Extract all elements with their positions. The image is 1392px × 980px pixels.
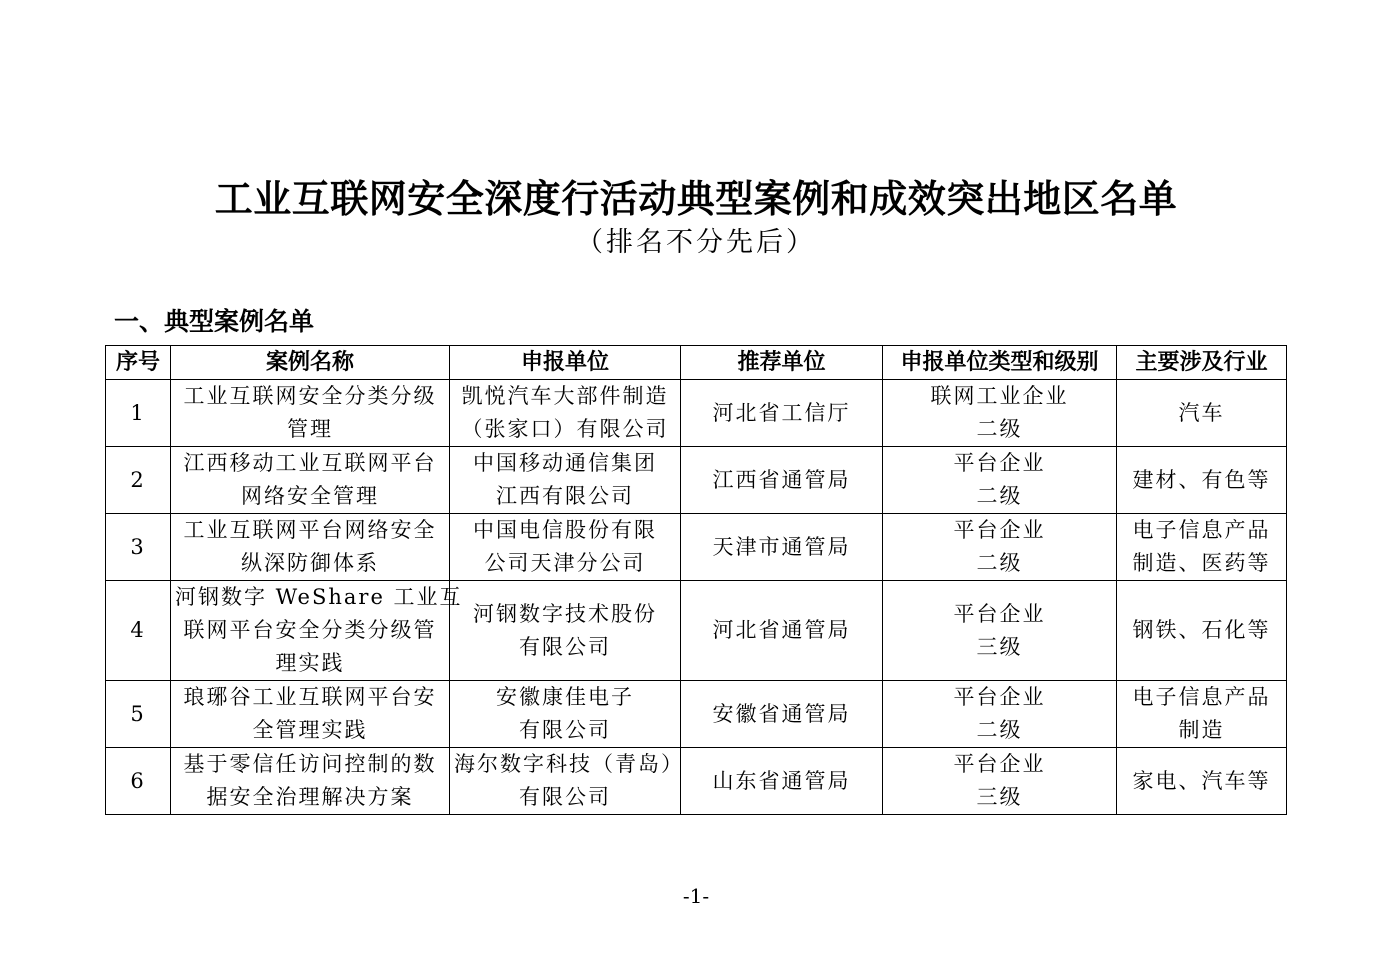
recommender-line: 天津市通管局: [712, 534, 851, 559]
table-row: [106, 514, 1287, 581]
case-name-line: 据安全治理解决方案: [206, 785, 414, 809]
document-subtitle: （排名不分先后）: [576, 227, 816, 258]
recommender-line: 河北省工信厅: [712, 400, 851, 425]
recommender-line: 安徽省通管局: [712, 701, 851, 726]
applicant-line: 中国电信股份有限: [473, 518, 657, 542]
level-line: 二级: [976, 718, 1023, 742]
industry-line: 电子信息产品: [1132, 518, 1271, 542]
level-line: 三级: [976, 785, 1023, 809]
case-name-line: 纵深防御体系: [241, 551, 379, 575]
industry-cell: [1117, 748, 1287, 815]
case-name-line: 联网平台安全分类分级管: [183, 618, 437, 642]
type-line: 平台企业: [953, 518, 1046, 542]
applicant-line: 公司天津分公司: [484, 551, 646, 575]
case-name-line: 琅琊谷工业互联网平台安: [183, 685, 437, 709]
case-name-cell: [171, 681, 450, 748]
row-number: 5: [106, 681, 171, 748]
recommender-line: 河北省通管局: [712, 618, 851, 642]
case-name-line: 工业互联网平台网络安全: [183, 518, 437, 542]
recommender-cell: [681, 581, 883, 681]
row-number: 1: [106, 380, 171, 447]
industry-line: 建材、有色等: [1132, 467, 1271, 492]
applicant-line: 有限公司: [519, 718, 611, 742]
level-line: 二级: [976, 417, 1023, 441]
document-title: 工业互联网安全深度行活动典型案例和成效突出地区名单: [214, 176, 1178, 221]
applicant-line: 有限公司: [519, 785, 611, 809]
type-level-cell: [883, 581, 1117, 681]
case-name-line: 网络安全管理: [241, 484, 379, 508]
industry-cell: [1117, 581, 1287, 681]
applicant-line: 安徽康佳电子: [496, 685, 634, 709]
recommender-cell: [681, 748, 883, 815]
row-number: 2: [106, 447, 171, 514]
applicant-line: 海尔数字科技（青岛）: [454, 752, 684, 776]
case-name-line: 江西移动工业互联网平台: [183, 451, 437, 475]
applicant-line: 凯悦汽车大部件制造: [461, 384, 669, 408]
recommender-cell: [681, 380, 883, 447]
cases-table: [105, 345, 1287, 815]
table-header-row: [106, 346, 1287, 380]
case-name-cell: [171, 748, 450, 815]
applicant-cell: [450, 380, 681, 447]
level-line: 二级: [976, 551, 1023, 575]
header-cell-type-level: 申报单位类型和级别: [883, 346, 1117, 380]
case-name-cell: [171, 581, 463, 681]
applicant-cell: [450, 681, 681, 748]
type-line: 平台企业: [953, 601, 1046, 626]
level-line: 二级: [976, 484, 1023, 508]
case-name-line: 基于零信任访问控制的数: [183, 752, 437, 776]
applicant-line: 江西有限公司: [496, 484, 634, 508]
applicant-cell: [450, 514, 681, 581]
case-name-line: 全管理实践: [252, 718, 368, 742]
table-row: [106, 681, 1287, 748]
type-line: 平台企业: [953, 752, 1046, 776]
header-cell-industry: 主要涉及行业: [1117, 346, 1287, 380]
header-cell-recommender: 推荐单位: [681, 346, 883, 380]
applicant-cell: [450, 581, 681, 681]
case-name-line: 工业互联网安全分类分级: [183, 384, 437, 408]
industry-line: 钢铁、石化等: [1132, 618, 1271, 642]
recommender-cell: [681, 447, 883, 514]
type-line: 平台企业: [953, 685, 1046, 709]
industry-line: 制造: [1178, 718, 1225, 742]
recommender-cell: [681, 681, 883, 748]
header-cell-applicant: 申报单位: [450, 346, 681, 380]
applicant-line: 有限公司: [519, 634, 611, 659]
type-level-cell: [883, 514, 1117, 581]
row-number: 4: [106, 581, 171, 681]
applicant-cell: [450, 447, 681, 514]
recommender-line: 江西省通管局: [712, 467, 851, 492]
page-number: -1-: [682, 884, 710, 908]
case-name-line: 河钢数字 WeShare 工业互: [175, 585, 463, 609]
table-row: [106, 748, 1287, 815]
type-line: 平台企业: [953, 451, 1046, 475]
recommender-cell: [681, 514, 883, 581]
level-line: 三级: [976, 634, 1023, 659]
industry-cell: [1117, 447, 1287, 514]
type-level-cell: [883, 681, 1117, 748]
industry-line: 家电、汽车等: [1132, 768, 1271, 793]
industry-line: 制造、医药等: [1132, 551, 1271, 575]
recommender-line: 山东省通管局: [712, 768, 851, 793]
industry-cell: [1117, 380, 1287, 447]
table-row: [106, 581, 1287, 681]
industry-cell: [1117, 681, 1287, 748]
case-name-cell: [171, 380, 450, 447]
case-name-cell: [171, 514, 450, 581]
table-row: [106, 380, 1287, 447]
row-number: 6: [106, 748, 171, 815]
type-level-cell: [883, 447, 1117, 514]
header-cell-no: 序号: [106, 346, 171, 380]
applicant-cell: [450, 748, 684, 815]
type-level-cell: [883, 380, 1117, 447]
industry-cell: [1117, 514, 1287, 581]
industry-line: 电子信息产品: [1132, 685, 1271, 709]
case-name-cell: [171, 447, 450, 514]
section-heading: 一、典型案例名单: [114, 307, 315, 336]
applicant-line: 河钢数字技术股份: [473, 601, 657, 626]
applicant-line: 中国移动通信集团: [473, 451, 657, 475]
applicant-line: （张家口）有限公司: [461, 417, 669, 441]
industry-line: 汽车: [1178, 400, 1225, 425]
type-line: 联网工业企业: [930, 384, 1069, 408]
row-number: 3: [106, 514, 171, 581]
case-name-line: 理实践: [275, 651, 345, 675]
type-level-cell: [883, 748, 1117, 815]
header-cell-case-name: 案例名称: [171, 346, 450, 380]
case-name-line: 管理: [287, 417, 333, 441]
table-row: [106, 447, 1287, 514]
